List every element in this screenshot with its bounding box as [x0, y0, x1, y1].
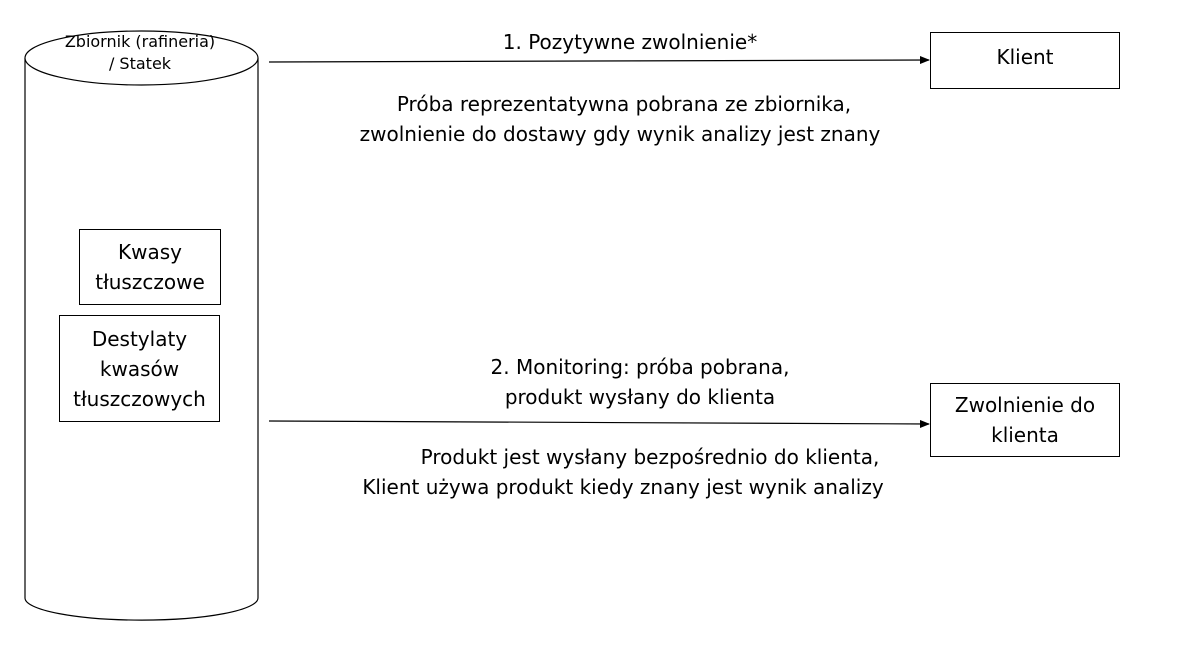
target-box-client — [930, 32, 1120, 89]
flow2-description-line-1: Produkt jest wysłany bezpośrednio do klienta, — [420, 445, 880, 469]
tank-label — [50, 31, 230, 75]
flow2-description — [330, 442, 970, 502]
flow2-title-line-1: 2. Monitoring: próba pobrana, — [490, 355, 790, 379]
flow1-description-line-2: zwolnienie do dostawy gdy wynik analizy jest znany — [359, 122, 881, 146]
product-box-distillates-line-1: Destylaty — [91, 326, 188, 351]
flow1-title-text: 1. Pozytywne zwolnienie* — [502, 30, 758, 54]
flow1-title — [420, 27, 840, 57]
target-box-client-text: Klient — [996, 44, 1054, 69]
product-box-fatty-acid-distillates — [59, 315, 220, 422]
arrow-positive-release — [269, 60, 929, 62]
target-box-release-line-2: klienta — [991, 423, 1059, 447]
flow1-description-line-1: Próba reprezentatywna pobrana ze zbiornika, — [396, 92, 852, 116]
target-box-release-line-1: Zwolnienie do — [954, 393, 1096, 417]
flow2-description-line-2: Klient używa produkt kiedy znany jest wynik analizy — [362, 475, 884, 499]
product-box-fatty-acids-line-2: tłuszczowe — [95, 270, 205, 294]
product-box-distillates-line-3: tłuszczowych — [73, 386, 206, 411]
flow1-description — [300, 89, 940, 149]
product-box-fatty-acids — [79, 229, 221, 305]
tank-label-line-2: / Statek — [108, 54, 172, 73]
product-box-distillates-line-2: kwasów — [99, 356, 180, 381]
product-box-fatty-acids-line-1: Kwasy — [118, 240, 182, 264]
target-box-release-to-client — [930, 383, 1120, 457]
arrow-monitoring — [269, 421, 929, 424]
flow2-title — [410, 352, 870, 412]
tank-label-line-1: Zbiornik (rafineria) — [64, 32, 216, 51]
flow2-title-line-2: produkt wysłany do klienta — [504, 385, 776, 409]
